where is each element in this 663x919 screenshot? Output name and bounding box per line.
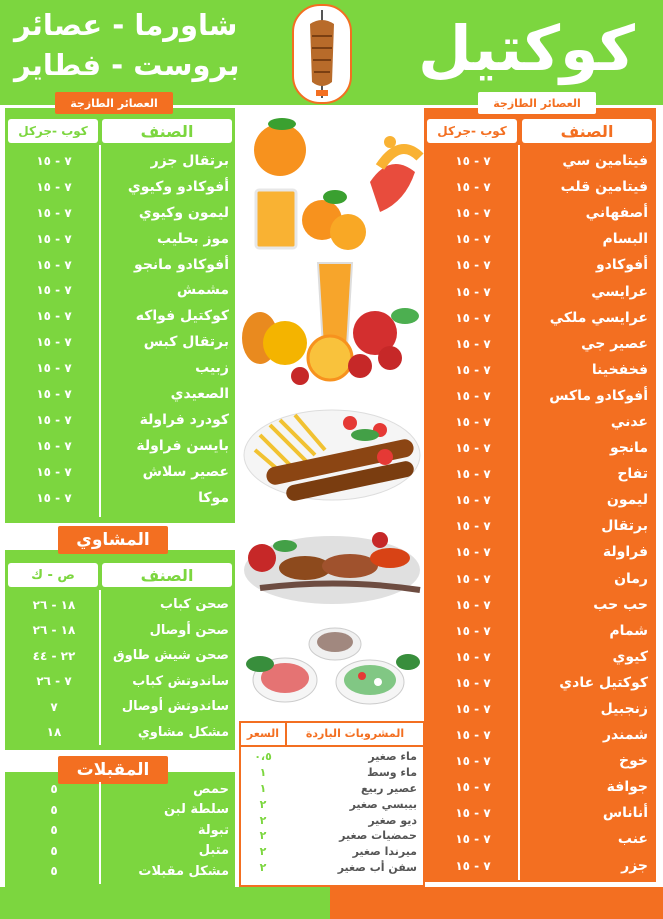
grills-list [8,592,233,745]
left-juice-list [8,148,233,510]
menu-row [8,355,233,381]
cold-drink-price: ٠،٥ [254,750,272,764]
header-subtitle-2: بروست - فطاير [14,48,240,82]
item-name: مانجو [609,440,648,457]
menu-row [8,381,233,407]
menu-row [8,148,233,174]
item-price: ٧ - ١٥ [455,232,491,247]
item-name: صحن كباب [160,597,229,613]
menu-row [427,305,652,331]
left-col-header-price [8,119,98,143]
item-price: ٧ - ١٥ [455,154,491,169]
item-name: خوخ [619,753,648,770]
item-name: تفاح [617,466,648,483]
item-name: ساندوتش أوصال [121,699,229,715]
menu-row [8,618,233,644]
item-name: رمان [614,570,648,587]
item-price: ٧ - ١٥ [455,310,491,325]
item-name: أناناس [602,805,648,822]
menu-row [427,826,652,852]
menu-row [427,618,652,644]
menu-row [8,592,233,618]
cold-drink-price: ٢ [259,845,267,859]
item-name: مشكل مقبلات [138,863,229,879]
menu-row [8,720,233,746]
menu-row [427,357,652,383]
item-name: عصير سلاش [142,463,229,480]
item-price: ٧ - ٢٦ [36,674,72,689]
cold-drink-row [241,812,423,828]
item-name: بايسن فراولة [136,437,229,454]
right-col-header-price [427,119,517,143]
menu-row [427,278,652,304]
shawarma-logo [292,4,352,104]
item-name: البسام [602,231,648,248]
item-price: ٧ - ١٥ [455,728,491,743]
item-price: ٧ - ١٥ [36,205,72,220]
menu-row [8,200,233,226]
item-price: ٧ - ١٥ [36,231,72,246]
cold-drink-price: ١ [259,781,267,795]
menu-row [427,800,652,826]
cold-drink-name: حمضيات صغير [339,829,417,843]
item-price: ٧ - ١٥ [455,284,491,299]
menu-row [427,513,652,539]
menu-row [427,592,652,618]
item-price: ٧ - ١٥ [455,702,491,717]
item-price: ٧ - ١٥ [455,180,491,195]
item-name: عنب [617,831,648,848]
grills-col-header-price-label: ص - ك [31,567,75,583]
appetizers-image [240,612,424,710]
cold-drink-row [241,796,423,812]
item-price: ٧ - ١٥ [455,858,491,873]
item-price: ٧ - ١٥ [455,649,491,664]
item-name: ليمون [606,492,648,509]
item-price: ٧ - ١٥ [455,493,491,508]
menu-row [427,539,652,565]
item-name: أصفهاني [585,205,648,222]
fruit-image [240,258,424,388]
menu-row [427,226,652,252]
item-name: أفوكادو مانجو [134,256,229,273]
menu-row [8,407,233,433]
item-price: ٧ - ١٥ [455,623,491,638]
item-price: ٧ - ١٥ [36,309,72,324]
item-name: زنجبيل [600,701,648,718]
item-price: ٧ - ١٥ [455,754,491,769]
item-name: ساندوتش كباب [132,673,229,689]
item-price: ١٨ [46,725,62,740]
item-name: موكا [198,489,229,506]
item-name: صحن أوصال [149,622,229,638]
cold-drinks-list [241,747,423,875]
grill-plate-image [240,518,424,608]
cold-drinks-table [239,721,425,887]
item-name: متبل [198,843,229,859]
item-price: ١٨ - ٢٦ [32,623,76,638]
menu-row [8,485,233,511]
item-name: سلطة لبن [163,802,229,818]
right-col-header-item-label: الصنف [560,121,614,141]
item-name: فيتامين سي [562,153,648,170]
item-price: ٧ - ١٥ [455,597,491,612]
item-price: ٧ - ١٥ [36,257,72,272]
item-name: حمص [193,781,229,797]
item-price: ٧ - ١٥ [455,336,491,351]
cold-drink-row [241,781,423,797]
item-name: برتقال جزر [150,152,229,169]
cold-drinks-col-price: السعر [241,723,287,745]
cold-drink-name: ماء صغير [368,750,417,764]
item-price: ٧ - ١٥ [455,519,491,534]
right-section-tag: العصائر الطازجة [478,92,596,114]
item-price: ٧ - ١٥ [455,441,491,456]
cold-drinks-col-item: المشروبات الباردة [305,727,405,740]
menu-row [8,252,233,278]
menu-row [427,461,652,487]
item-price: ٧ - ١٥ [36,361,72,376]
grills-col-header-price [8,563,98,587]
left-section-tag: العصائر الطازجة [55,92,173,114]
item-price: ٥ [50,864,58,879]
menu-row [427,774,652,800]
cold-drink-name: عصير ربيع [361,781,417,795]
item-name: أفوكادو ماكس [549,387,648,404]
juice-image [240,112,424,257]
item-price: ٧ - ١٥ [455,780,491,795]
cold-drink-price: ٢ [259,860,267,874]
item-name: أفوكادو [595,257,648,274]
menu-row [8,820,233,841]
item-price: ٧ - ١٥ [455,414,491,429]
item-price: ٧ - ١٥ [455,362,491,377]
item-name: تبولة [197,822,229,838]
right-col-header-price-label: كوب -جركل [437,124,507,138]
menu-row [8,329,233,355]
item-name: فخفخينا [591,361,648,378]
left-col-header-item [102,119,232,143]
item-name: كودرد فراولة [139,411,229,428]
item-price: ٧ - ١٥ [36,335,72,350]
right-juice-list [427,148,652,879]
menu-row [427,722,652,748]
menu-row [8,694,233,720]
menu-row [8,800,233,821]
item-price: ٧ - ١٥ [36,179,72,194]
item-name: مشكل مشاوي [137,724,229,740]
item-price: ٧ - ١٥ [455,832,491,847]
item-name: موز بحليب [157,230,229,247]
kebab-image [240,395,424,505]
menu-row [427,435,652,461]
menu-row [8,643,233,669]
item-price: ٥ [50,782,58,797]
cold-drink-name: ماء وسط [367,766,417,780]
item-price: ٧ - ١٥ [455,467,491,482]
item-price: ٧ - ١٥ [455,806,491,821]
item-price: ٧ - ١٥ [36,153,72,168]
item-price: ٥ [50,802,58,817]
cold-drink-name: سفن أب صغير [337,860,417,874]
item-name: عدني [610,413,648,430]
item-price: ٧ - ١٥ [455,571,491,586]
item-price: ٧ - ١٥ [36,386,72,401]
grills-tag: المشاوي [58,526,168,554]
item-name: كوكتيل فواكه [135,308,229,325]
bottom-strip-orange [330,887,663,919]
menu-row [427,566,652,592]
item-price: ١٨ - ٢٦ [32,597,76,612]
item-name: شمندر [602,727,648,744]
grills-col-header-item [102,563,232,587]
menu-row [8,841,233,862]
menu-row [427,200,652,226]
item-price: ٧ [50,699,58,714]
header-subtitle-1: شاورما - عصائر [14,8,238,42]
item-name: فراولة [602,544,648,561]
appetizers-tag: المقبلات [58,756,168,784]
menu-row [427,252,652,278]
cold-drink-price: ٢ [259,813,267,827]
item-name: فيتامين قلب [560,179,648,196]
item-name: أفوكادو وكيوي [127,178,229,195]
cold-drink-row [241,749,423,765]
menu-row [427,748,652,774]
item-name: برتقال كبس [143,334,229,351]
menu-row [8,303,233,329]
item-price: ٧ - ١٥ [455,545,491,560]
item-name: مشمش [176,282,229,299]
item-price: ٧ - ١٥ [455,258,491,273]
menu-row [8,277,233,303]
item-name: زبيب [195,360,229,377]
menu-row [427,696,652,722]
menu-row [427,644,652,670]
menu-row [427,487,652,513]
item-price: ٥ [50,843,58,858]
menu-row [427,331,652,357]
menu-row [8,459,233,485]
cold-drink-price: ١ [259,766,267,780]
cold-drink-row [241,844,423,860]
item-name: شمام [609,622,648,639]
item-price: ٧ - ١٥ [455,206,491,221]
cold-drink-price: ٢ [259,829,267,843]
item-name: جوافة [606,779,648,796]
item-price: ٢٢ - ٤٤ [32,648,76,663]
item-name: ليمون وكيوي [138,204,229,221]
item-price: ٧ - ١٥ [36,438,72,453]
menu-row [427,383,652,409]
item-name: عصير جي [581,335,648,352]
item-name: كوكتيل عادي [559,674,648,691]
menu-row [8,226,233,252]
item-price: ٧ - ١٥ [36,412,72,427]
menu-row [8,779,233,800]
cold-drink-name: ميرندا صغير [352,845,417,859]
item-price: ٧ - ١٥ [455,388,491,403]
menu-row [427,853,652,879]
cold-drink-row [241,828,423,844]
item-price: ٧ - ١٥ [36,464,72,479]
left-col-header-item-label: الصنف [140,121,194,141]
cold-drink-row [241,765,423,781]
cold-drink-name: بيبسي صغير [349,797,417,811]
item-name: حب حب [593,596,648,613]
left-col-header-price-label: كوب -جركل [18,124,88,138]
item-price: ٥ [50,823,58,838]
item-price: ٧ - ١٥ [36,490,72,505]
item-name: الصعيدي [170,385,229,402]
right-col-header-item [522,119,652,143]
menu-row [427,409,652,435]
item-name: عرايسي ملكي [549,309,648,326]
item-name: كيوي [612,648,648,665]
appetizers-list [8,779,233,882]
item-price: ٧ - ١٥ [455,675,491,690]
menu-row [427,670,652,696]
item-name: جزر [621,857,648,874]
menu-row [8,861,233,882]
item-name: عرايسي [591,283,648,300]
menu-row [8,174,233,200]
menu-row [8,433,233,459]
header-title: كوكتيل [418,12,635,85]
item-name: برتقال [601,518,648,535]
grills-col-header-item-label: الصنف [140,565,194,585]
menu-row [427,174,652,200]
cold-drink-name: ديو صغير [368,813,417,827]
menu-row [427,148,652,174]
item-price: ٧ - ١٥ [36,283,72,298]
menu-row [8,669,233,695]
cold-drink-price: ٢ [259,797,267,811]
cold-drink-row [241,860,423,876]
bottom-strip-green [0,887,330,919]
item-name: صحن شيش طاوق [113,648,229,664]
